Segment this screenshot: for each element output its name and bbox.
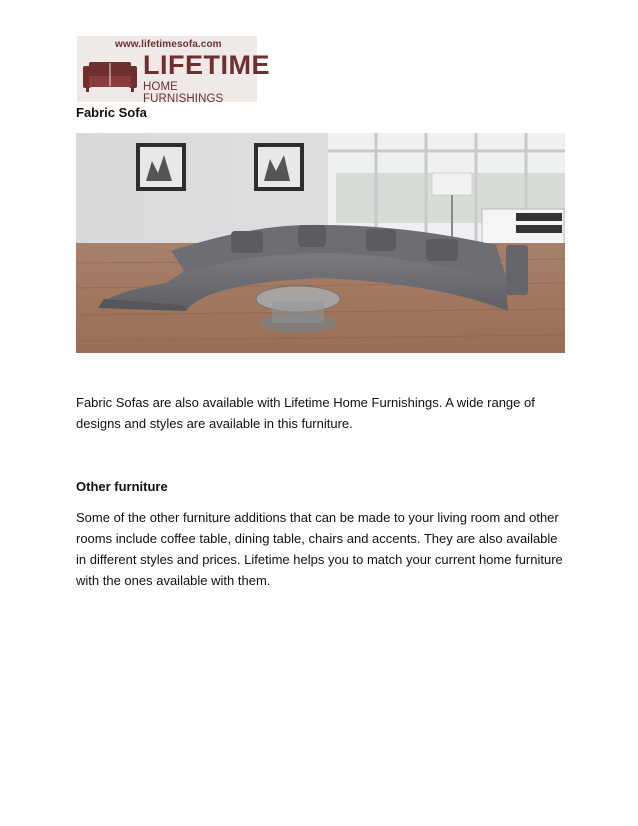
fabric-sofa-paragraph: Fabric Sofas are also available with Lifetime Home Furnishings. A wide range of designs and styles are available in this furniture. (76, 395, 535, 431)
fabric-sofa-photo (76, 133, 565, 353)
lifetime-logo (77, 36, 270, 105)
fabric-sofa-heading: Fabric Sofa (76, 105, 147, 120)
other-furniture-heading: Other furniture (76, 479, 168, 494)
other-furniture-paragraph: Some of the other furniture additions that can be made to your living room and other rooms include coffee table, dining table, chairs and accents. They are also available in different styles and prices. Lifetime helps you to match your current home furniture with the ones available with them. (76, 510, 563, 588)
sofa-logo-icon (81, 58, 139, 94)
logo-url: www.lifetimesofa.com (115, 39, 222, 50)
logo-name: LIFETIME (143, 50, 270, 80)
logo-tagline: HOME FURNISHINGS (143, 81, 224, 105)
